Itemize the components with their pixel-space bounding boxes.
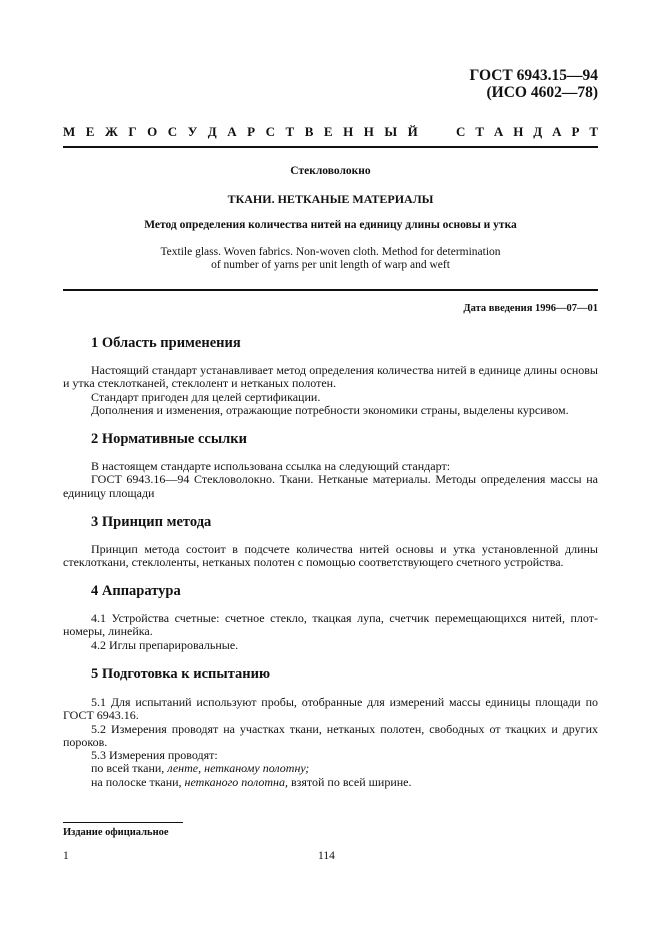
standard-code: ГОСТ 6943.15—94 [469, 67, 598, 84]
paragraph: Настоящий стандарт устанавливает метод определения количества нитей в единице длины основы и утка стеклотканей, стеклолент и нетканых полотен. [63, 363, 598, 391]
banner-letter: Р [247, 124, 256, 139]
banner-letter: А [493, 124, 504, 139]
banner-letter: Т [475, 124, 484, 139]
section-3-heading: 3 Принцип метода [91, 514, 212, 530]
paragraph: 5.2 Измерения проводят на участках ткани, нетканых полотен, свободных от ткацких и других пороков. [63, 721, 598, 749]
banner-letter: Е [85, 124, 95, 139]
page-number: 114 [318, 850, 335, 862]
banner-letter: С [456, 124, 466, 139]
paragraph: 4.2 Иглы препарировальные. [91, 637, 239, 652]
banner-word-standard [456, 124, 598, 140]
section-5-heading: 5 Подготовка к испытанию [91, 666, 271, 682]
official-edition-label: Издание официальное [63, 827, 169, 838]
banner-letter: Р [571, 124, 580, 139]
section-4-body [63, 612, 598, 652]
banner-letter: В [304, 124, 314, 139]
banner-letter: Д [533, 124, 543, 139]
banner-letter: О [147, 124, 158, 139]
banner-letter: А [227, 124, 237, 139]
section-1-body [63, 364, 598, 417]
section-2-body [63, 460, 598, 500]
list-item: по всей ткани, ленте, нетканому полотну; [91, 761, 310, 776]
banner-letter: Н [363, 124, 374, 139]
banner-letter: Ы [384, 124, 398, 139]
banner-letter: Н [513, 124, 524, 139]
section-1-heading: 1 Область применения [91, 335, 241, 351]
paragraph: ГОСТ 6943.16—94 Стекловолокно. Ткани. Нетканые материалы. Методы определения массы на единицу площади [63, 472, 598, 500]
banner-letter: С [265, 124, 275, 139]
banner-letter: Е [323, 124, 333, 139]
title-topic: Стекловолокно [290, 165, 371, 177]
banner-letter: Т [285, 124, 295, 139]
iso-code: (ИСО 4602—78) [486, 84, 598, 101]
interstate-standard-banner [63, 124, 598, 140]
banner-letter: М [63, 124, 76, 139]
title-method: Метод определения количества нитей на единицу длины основы и утка [144, 219, 517, 231]
paragraph: Принцип метода состоит в подсчете количества нитей основы и утка установленной длины стеклоткани, стеклоленты, нетканых полотен с помощью соответствующего счетного устройства. [63, 542, 598, 570]
section-3-body [63, 543, 598, 570]
banner-letter: Н [343, 124, 354, 139]
paragraph: Дополнения и изменения, отражающие потребности экономики страны, выделены курсивом. [91, 402, 569, 417]
title-english-line1: Textile glass. Woven fabrics. Non-woven cloth. Method for determination [160, 246, 501, 258]
banner-letter: Г [128, 124, 137, 139]
paragraph: 4.1 Устройства счетные: счетное стекло, ткацкая лупа, счетчик перемещающихся нитей, плотномеры, линейка. [63, 611, 598, 639]
list-item: на полоске ткани, нетканого полотна, взятой по всей ширине. [91, 774, 412, 789]
sheet-number: 1 [63, 850, 69, 862]
section-2-heading: 2 Нормативные ссылки [91, 431, 247, 447]
banner-word-interstate [63, 124, 418, 140]
title-divider [63, 289, 598, 291]
banner-letter: Й [407, 124, 418, 139]
paragraph: В настоящем стандарте использована ссылка на следующий стандарт: [91, 459, 451, 473]
section-5-body [63, 696, 598, 789]
paragraph: Стандарт пригоден для целей сертификации. [91, 389, 321, 404]
footer-divider [63, 822, 183, 823]
banner-letter: Д [207, 124, 217, 139]
title-main: ТКАНИ. НЕТКАНЫЕ МАТЕРИАЛЫ [227, 192, 434, 206]
banner-letter: Т [589, 124, 598, 139]
introduction-date: Дата введения 1996—07—01 [463, 303, 598, 314]
banner-letter: С [167, 124, 178, 139]
paragraph: 5.3 Измерения проводят: [91, 748, 218, 763]
banner-letter: У [187, 124, 198, 139]
section-4-heading: 4 Аппаратура [91, 583, 181, 599]
top-divider [63, 146, 598, 148]
paragraph: 5.1 Для испытаний используют пробы, отобранные для измерений массы единицы площади по ГОСТ 6943.16. [63, 695, 598, 723]
banner-letter: Ж [104, 124, 118, 139]
title-english-line2: of number of yarns per unit length of warp and weft [211, 259, 450, 271]
banner-letter: А [552, 124, 562, 139]
